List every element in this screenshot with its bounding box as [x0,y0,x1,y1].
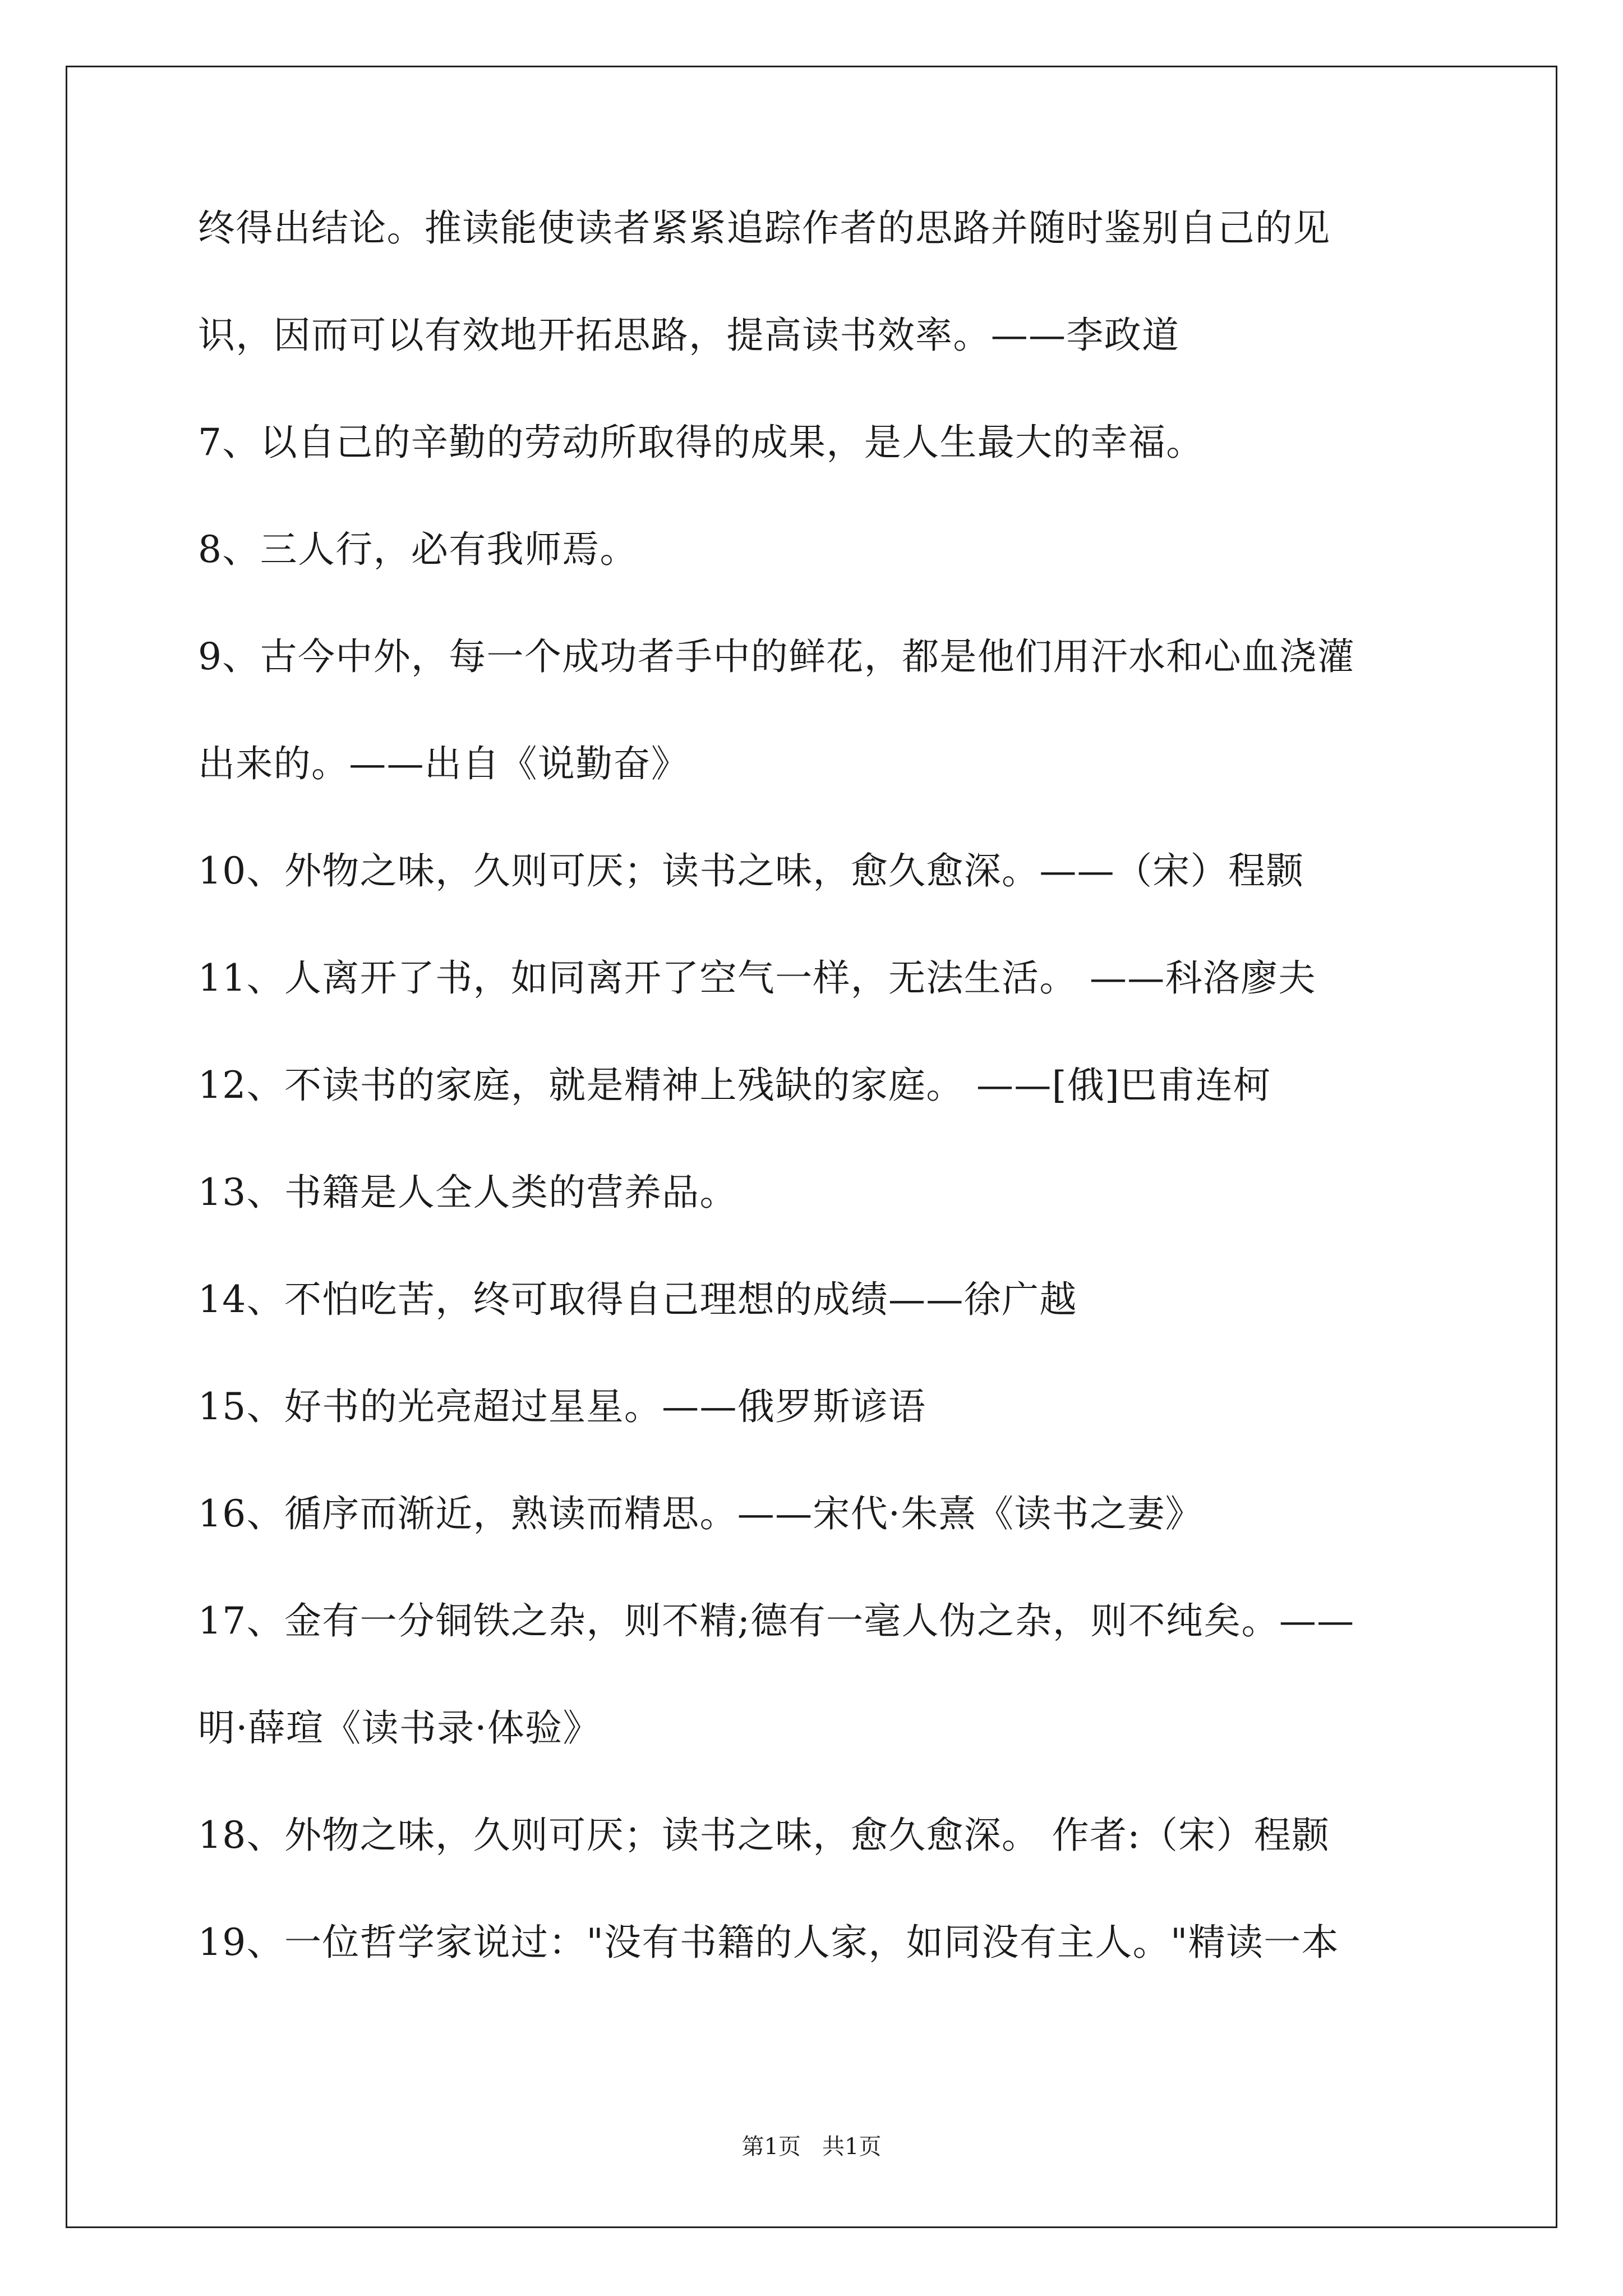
text-line: 15、好书的光亮超过星星。——俄罗斯谚语 [198,1385,926,1428]
text-line: 19、一位哲学家说过："没有书籍的人家，如同没有主人。"精读一本 [198,1921,1339,1964]
text-line: 17、金有一分铜铁之杂，则不精;德有一毫人伪之杂，则不纯矣。—— [198,1599,1355,1642]
text-line: 9、古今中外，每一个成功者手中的鲜花，都是他们用汗水和心血浇灌 [198,635,1355,678]
text-line: 识，因而可以有效地开拓思路，提高读书效率。——李政道 [198,314,1180,357]
text-lines [198,174,1432,1996]
text-line: 10、外物之味，久则可厌；读书之味，愈久愈深。——（宋）程颢 [198,849,1304,892]
page-footer: 第1页 共1页 [741,2134,882,2160]
text-line: 7、以自己的辛勤的劳动所取得的成果，是人生最大的幸福。 [198,421,1204,464]
text-line: 11、人离开了书，如同离开了空气一样，无法生活。 ——科洛廖夫 [198,956,1316,1000]
text-line: 终得出结论。推读能使读者紧紧追踪作者的思路并随时鉴别自己的见 [198,206,1331,250]
document-body [198,206,1432,1996]
text-line: 13、书籍是人全人类的营养品。 [198,1171,737,1214]
text-line: 出来的。——出自《说勤奋》 [198,742,689,785]
text-line: 8、三人行，必有我师焉。 [198,528,638,571]
text-line: 18、外物之味，久则可厌；读书之味，愈久愈深。 作者:（宋）程颢 [198,1814,1330,1857]
text-line: 明·薛瑄《读书录·体验》 [198,1706,601,1750]
text-line: 12、不读书的家庭，就是精神上残缺的家庭。 ——[俄]巴甫连柯 [198,1064,1271,1107]
text-line: 14、不怕吃苦，终可取得自己理想的成绩——徐广越 [198,1278,1077,1321]
text-line: 16、循序而渐近，熟读而精思。——宋代·朱熹《读书之妻》 [198,1492,1203,1535]
